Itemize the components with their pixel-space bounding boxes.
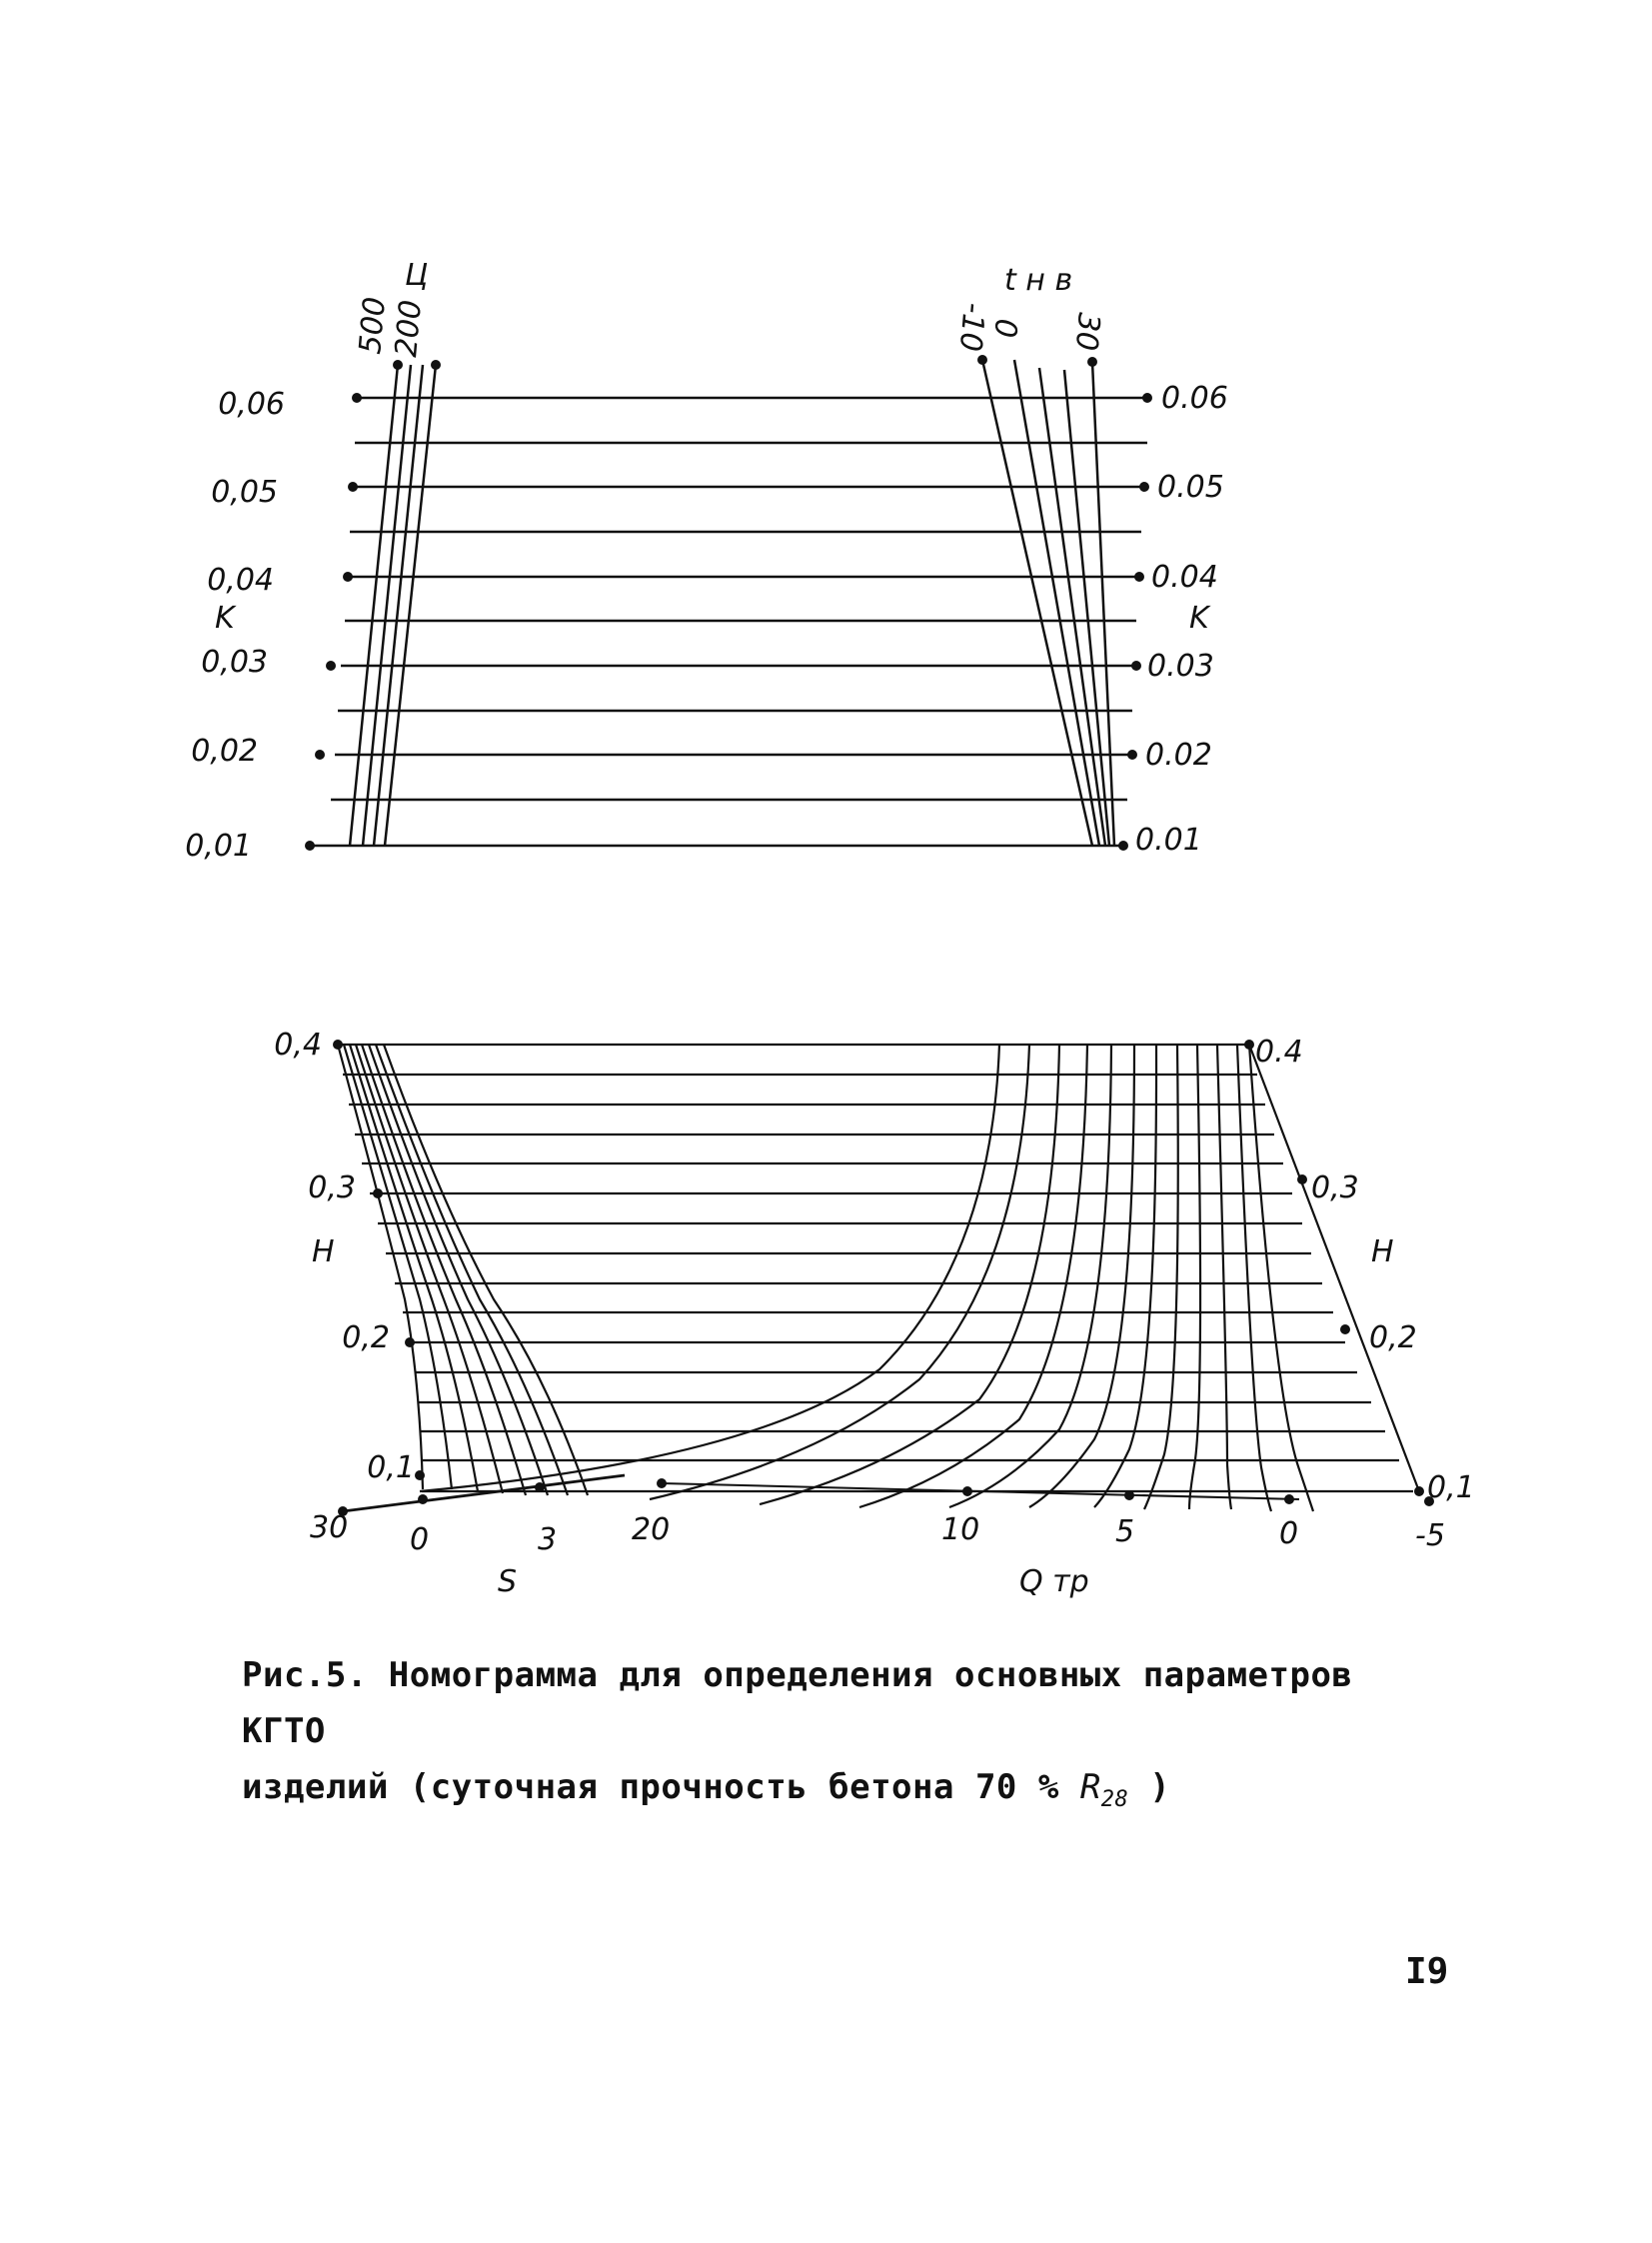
caption-subscript: 28 (1100, 1786, 1129, 1812)
q-value: -5 (1415, 1518, 1445, 1553)
k-left-dot (326, 661, 336, 671)
top-labels (185, 258, 1228, 864)
top-nomogram (310, 360, 1147, 846)
q-value: 10 (941, 1512, 980, 1547)
q-dot (1124, 1490, 1134, 1500)
h-tick-left: 0,1 (367, 1450, 415, 1485)
c-dot (393, 360, 403, 370)
h-tick-right: 0,3 (1311, 1170, 1359, 1205)
caption-line-2 (242, 1759, 1441, 1828)
h-right-dot (1297, 1174, 1307, 1184)
k-axis-name-right: K (1189, 601, 1209, 636)
top-tick-dots (305, 355, 1152, 851)
q-value: 5 (1115, 1514, 1135, 1549)
figure-caption (242, 1647, 1441, 1828)
k-tick-left: 0,06 (218, 387, 285, 422)
q-curve (1029, 1045, 1134, 1507)
h-right-dot (1340, 1324, 1350, 1334)
h-tick-left: 0,2 (342, 1320, 390, 1355)
q-axis-name: Q тр (1019, 1564, 1089, 1599)
q-dot (657, 1478, 667, 1488)
t-dot (1087, 357, 1097, 367)
c-value-500: 500 (353, 295, 393, 356)
k-tick-right: 0.04 (1151, 560, 1218, 595)
c-axis-name: Ц (405, 258, 429, 293)
s-curve (369, 1045, 548, 1495)
caption-line-1: Рис.5. Номограмма для определения основных параметров КГТО (242, 1655, 1353, 1751)
q-dot (962, 1486, 972, 1496)
t-dot (977, 355, 987, 365)
h-tick-right: 0.4 (1255, 1035, 1303, 1070)
t-axis-name: t н в (1004, 263, 1073, 298)
k-right-dot (1139, 482, 1149, 492)
h-axis-name-right: H (1371, 1234, 1394, 1269)
c-value-200: 200 (389, 298, 429, 359)
k-left-dot (315, 750, 325, 760)
q-value: 20 (632, 1512, 671, 1547)
k-tick-left: 0,01 (185, 829, 252, 864)
k-tick-right: 0.06 (1161, 381, 1228, 416)
k-left-dot (305, 841, 315, 851)
q-value: 0 (1279, 1516, 1299, 1551)
k-tick-right: 0.03 (1147, 649, 1214, 684)
q-curve (949, 1045, 1111, 1507)
c-dot (431, 360, 441, 370)
s-value-0: 0 (410, 1522, 430, 1557)
h-tick-right: 0,1 (1427, 1470, 1475, 1505)
k-left-dot (352, 393, 362, 403)
c-line (385, 365, 436, 846)
k-right-dot (1131, 661, 1141, 671)
t-value-0: 0 (986, 317, 1023, 340)
s-curve (350, 1045, 478, 1491)
s-curve (344, 1045, 452, 1489)
k-tick-left: 0,02 (191, 734, 258, 769)
h-left-dot (415, 1470, 425, 1480)
s-curve (356, 1045, 503, 1493)
t-value-30: 30 (1067, 311, 1106, 353)
q-curve (1144, 1045, 1178, 1509)
caption-symbol (1079, 1767, 1129, 1812)
s-value-3: 3 (538, 1522, 558, 1557)
h-tick-right: 0,2 (1369, 1320, 1417, 1355)
h-left-dot (333, 1040, 343, 1050)
k-right-dot (1118, 841, 1128, 851)
k-tick-left: 0,04 (207, 563, 274, 598)
q-curve (1217, 1045, 1231, 1509)
s-curve (376, 1045, 568, 1495)
h-right-dot (1414, 1486, 1424, 1496)
h-tick-left: 0,3 (308, 1170, 356, 1205)
page-number: I9 (1405, 1951, 1449, 1992)
c-line (350, 365, 398, 846)
q-curve (760, 1045, 1059, 1504)
caption-line-2-text: изделий (суточная прочность бетона 70 % (242, 1767, 1059, 1807)
s-dot (418, 1494, 428, 1504)
h-right-dot (1244, 1040, 1254, 1050)
k-right-dot (1142, 393, 1152, 403)
k-right-dot (1134, 572, 1144, 582)
k-tick-right: 0.02 (1145, 738, 1212, 773)
k-right-dot (1127, 750, 1137, 760)
h-left-dot (373, 1188, 383, 1198)
caption-close: ) (1149, 1767, 1171, 1807)
q-curve (1094, 1045, 1156, 1507)
k-tick-left: 0,03 (201, 645, 268, 680)
c-line (374, 365, 423, 846)
q-dot (1284, 1494, 1294, 1504)
q-curve (859, 1045, 1087, 1507)
k-left-dot (343, 572, 353, 582)
q-curve (1189, 1045, 1200, 1509)
h-tick-left: 0,4 (274, 1028, 322, 1063)
k-tick-right: 0.05 (1157, 470, 1224, 505)
s-dot (535, 1482, 545, 1492)
k-left-dot (348, 482, 358, 492)
c-line (363, 365, 411, 846)
s-value-30: 30 (310, 1510, 349, 1545)
k-axis-name-left: K (215, 601, 235, 636)
s-axis-name: S (498, 1564, 518, 1599)
t-line (982, 360, 1092, 846)
t-value-minus10: -10 (951, 301, 991, 354)
h-left-dot (405, 1337, 415, 1347)
k-tick-left: 0,05 (211, 475, 278, 510)
bottom-nomogram (338, 1045, 1419, 1511)
caption-symbol-letter: R (1079, 1767, 1101, 1807)
h-axis-name-left: H (312, 1234, 335, 1269)
q-curve (420, 1045, 999, 1491)
k-tick-right: 0.01 (1135, 823, 1202, 858)
